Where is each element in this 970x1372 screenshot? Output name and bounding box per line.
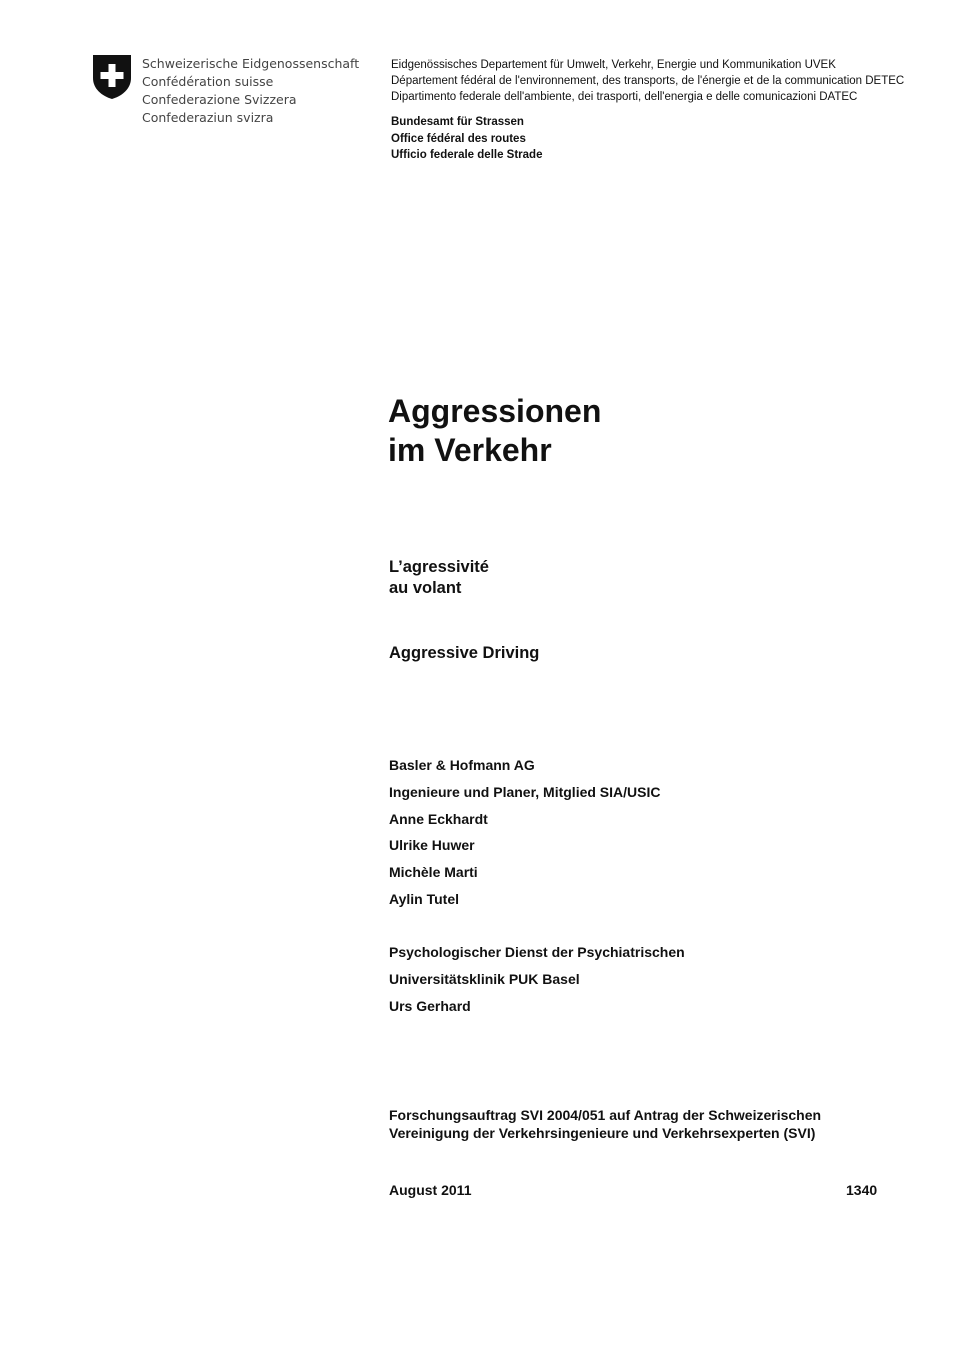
author-line: Aylin Tutel: [389, 890, 459, 907]
subtitle-french-line-2: au volant: [389, 579, 462, 597]
subtitle-french: [389, 557, 489, 599]
author-line: Anne Eckhardt: [389, 810, 488, 827]
research-line-2: Vereinigung der Verkehrsingenieure und Verkehrsexperten (SVI): [389, 1125, 816, 1141]
document-title: [388, 392, 601, 470]
author-line: Ulrike Huwer: [389, 837, 475, 854]
confederation-rm: Confederaziun svizra: [142, 110, 274, 125]
confederation-fr: Confédération suisse: [142, 74, 274, 89]
author-line: Psychologischer Dienst der Psychiatrischen: [389, 944, 685, 960]
authors-basler-hofmann: [389, 752, 660, 913]
author-line: Ingenieure und Planer, Mitglied SIA/USIC: [389, 783, 661, 800]
confederation-it: Confederazione Svizzera: [142, 92, 297, 107]
department-it: Dipartimento federale dell'ambiente, dei trasporti, dell'energia e delle comunicazioni DATEC: [391, 91, 858, 103]
department-names: [391, 57, 904, 105]
author-line: Universitätsklinik PUK Basel: [389, 970, 580, 987]
office-it: Ufficio federale delle Strade: [391, 149, 543, 161]
research-line-1: Forschungsauftrag SVI 2004/051 auf Antrag der Schweizerischen: [389, 1107, 822, 1123]
author-line: Basler & Hofmann AG: [389, 757, 535, 773]
author-line: Urs Gerhard: [389, 997, 471, 1014]
author-line: Michèle Marti: [389, 864, 478, 881]
report-number: 1340: [846, 1182, 878, 1198]
confederation-names: [142, 55, 359, 127]
research-mandate: [389, 1106, 821, 1142]
swiss-coat-of-arms-icon: [92, 54, 132, 100]
office-de: Bundesamt für Strassen: [391, 116, 524, 128]
publication-date: August 2011: [389, 1182, 472, 1198]
subtitle-french-line-1: L’agressivité: [389, 558, 489, 576]
department-de: Eidgenössisches Departement für Umwelt, Verkehr, Energie und Kommunikation UVEK: [391, 59, 836, 71]
office-fr: Office fédéral des routes: [391, 132, 526, 145]
subtitle-english: Aggressive Driving: [389, 644, 540, 662]
department-fr: Département fédéral de l'environnement, des transports, de l'énergie et de la communication DETEC: [391, 75, 905, 87]
confederation-de: Schweizerische Eidgenossenschaft: [142, 56, 360, 71]
authors-puk-basel: [389, 939, 685, 1019]
title-line-1: Aggressionen: [388, 393, 602, 429]
office-names: [391, 114, 542, 164]
title-line-2: im Verkehr: [388, 432, 552, 468]
